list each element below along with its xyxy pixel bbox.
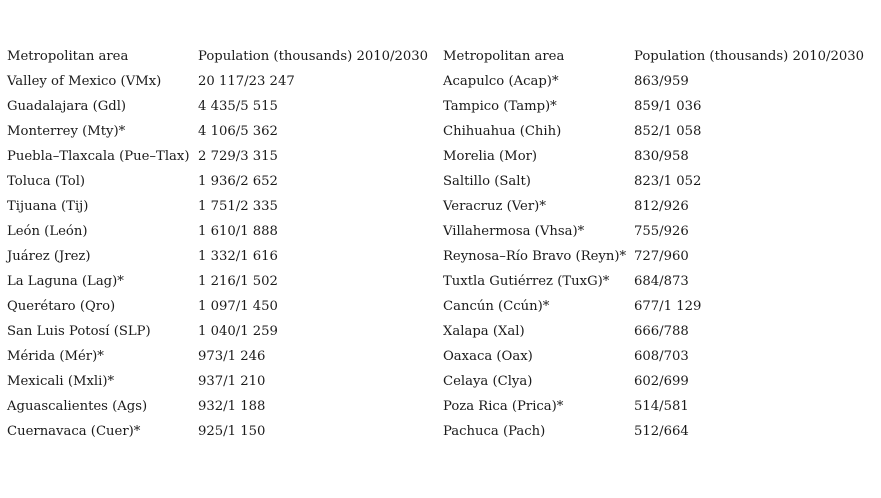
table-row [7, 419, 877, 444]
metro-area-left-cell: Guadalajara (Gdl) [7, 99, 127, 114]
population-left-cell: 1 610/1 888 [198, 224, 278, 239]
population-left-cell: 1 040/1 259 [198, 324, 278, 339]
population-right-cell: 823/1 052 [634, 174, 702, 189]
metro-area-right-cell: Poza Rica (Prica)* [443, 399, 564, 414]
population-left-cell: 937/1 210 [198, 374, 266, 389]
metro-area-left-cell: La Laguna (Lag)* [7, 274, 124, 289]
header-population-right: Population (thousands) 2010/2030 [634, 49, 865, 64]
population-right-cell: 666/788 [634, 324, 689, 339]
metro-area-right-cell: Xalapa (Xal) [443, 324, 525, 339]
table-row [7, 194, 877, 219]
population-left-cell: 973/1 246 [198, 349, 266, 364]
metro-area-right-cell: Morelia (Mor) [443, 149, 538, 164]
population-right-cell: 677/1 129 [634, 299, 702, 314]
metro-area-left-cell: Aguascalientes (Ags) [7, 399, 148, 414]
metro-area-left-cell: Monterrey (Mty)* [7, 124, 126, 139]
metro-area-right-cell: Tampico (Tamp)* [443, 99, 557, 114]
table-row [7, 244, 877, 269]
table-row [7, 69, 877, 94]
metro-area-left-cell: Querétaro (Qro) [7, 299, 116, 314]
population-right-cell: 852/1 058 [634, 124, 702, 139]
population-left-cell: 925/1 150 [198, 424, 266, 439]
population-right-cell: 830/958 [634, 149, 689, 164]
table-row [7, 119, 877, 144]
population-left-cell: 1 216/1 502 [198, 274, 278, 289]
population-right-cell: 684/873 [634, 274, 689, 289]
population-left-cell: 1 097/1 450 [198, 299, 278, 314]
population-left-cell: 4 435/5 515 [198, 99, 278, 114]
population-left-cell: 4 106/5 362 [198, 124, 278, 139]
population-left-cell: 1 751/2 335 [198, 199, 278, 214]
metro-population-table [7, 44, 877, 444]
metro-area-left-cell: San Luis Potosí (SLP) [7, 324, 151, 339]
metro-area-right-cell: Pachuca (Pach) [443, 424, 546, 439]
header-metropolitan-area-left: Metropolitan area [7, 49, 129, 64]
population-right-cell: 863/959 [634, 74, 689, 89]
metro-area-right-cell: Cancún (Ccún)* [443, 299, 550, 314]
table-row [7, 294, 877, 319]
table-row [7, 94, 877, 119]
header-metropolitan-area-right: Metropolitan area [443, 49, 565, 64]
population-right-cell: 608/703 [634, 349, 689, 364]
metro-area-right-cell: Chihuahua (Chih) [443, 124, 562, 139]
header-population-left: Population (thousands) 2010/2030 [198, 49, 429, 64]
population-right-cell: 727/960 [634, 249, 689, 264]
metro-area-right-cell: Veracruz (Ver)* [443, 199, 546, 214]
table-row [7, 144, 877, 169]
metro-area-left-cell: Tijuana (Tij) [7, 199, 89, 214]
table-row [7, 394, 877, 419]
metro-area-left-cell: Puebla–Tlaxcala (Pue–Tlax) [7, 149, 190, 164]
metro-area-right-cell: Tuxtla Gutiérrez (TuxG)* [443, 274, 610, 289]
table-row [7, 319, 877, 344]
table-body [7, 69, 877, 444]
population-left-cell: 1 332/1 616 [198, 249, 278, 264]
table-row [7, 369, 877, 394]
metro-area-left-cell: Juárez (Jrez) [7, 249, 91, 264]
metro-area-right-cell: Saltillo (Salt) [443, 174, 531, 189]
population-right-cell: 602/699 [634, 374, 689, 389]
metro-area-right-cell: Acapulco (Acap)* [443, 74, 559, 89]
metro-area-right-cell: Celaya (Clya) [443, 374, 533, 389]
metro-area-left-cell: Mexicali (Mxli)* [7, 374, 115, 389]
metro-area-left-cell: León (León) [7, 224, 88, 239]
population-right-cell: 755/926 [634, 224, 689, 239]
metro-area-left-cell: Cuernavaca (Cuer)* [7, 424, 141, 439]
table-row [7, 169, 877, 194]
metro-area-right-cell: Oaxaca (Oax) [443, 349, 533, 364]
metro-area-left-cell: Valley of Mexico (VMx) [7, 74, 162, 89]
population-right-cell: 512/664 [634, 424, 689, 439]
table-row [7, 269, 877, 294]
population-left-cell: 1 936/2 652 [198, 174, 278, 189]
metro-area-left-cell: Mérida (Mér)* [7, 349, 104, 364]
population-right-cell: 812/926 [634, 199, 689, 214]
table-row [7, 344, 877, 369]
population-left-cell: 932/1 188 [198, 399, 266, 414]
population-left-cell: 2 729/3 315 [198, 149, 278, 164]
population-right-cell: 514/581 [634, 399, 689, 414]
population-left-cell: 20 117/23 247 [198, 74, 295, 89]
table-row [7, 219, 877, 244]
metro-area-left-cell: Toluca (Tol) [7, 174, 86, 189]
metro-area-right-cell: Villahermosa (Vhsa)* [443, 224, 585, 239]
header-row [7, 44, 877, 69]
population-right-cell: 859/1 036 [634, 99, 702, 114]
metro-area-right-cell: Reynosa–Río Bravo (Reyn)* [443, 249, 627, 264]
